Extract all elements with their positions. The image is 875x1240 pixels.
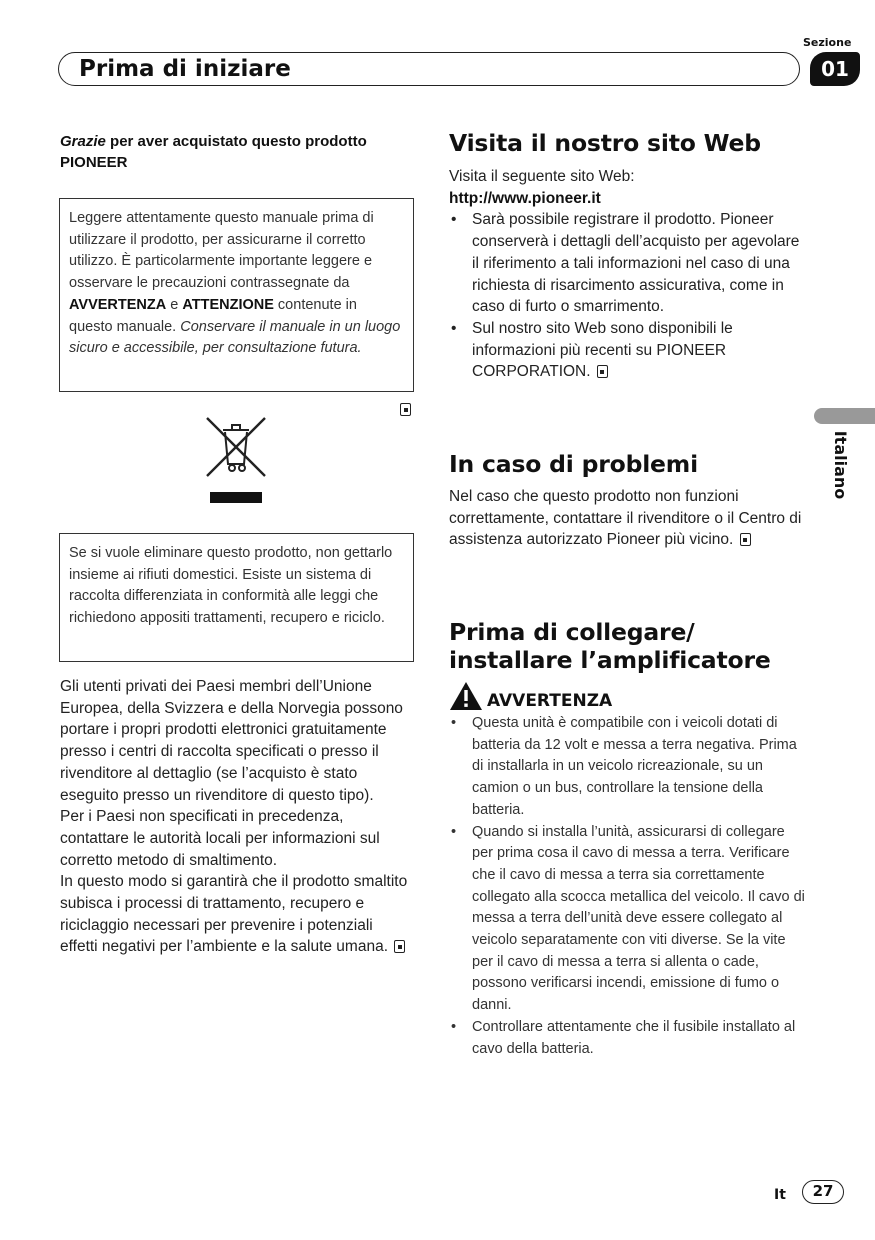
disposal-notice: Se si vuole eliminare questo prodotto, non gettarlo insieme ai rifiuti domestici. Esiste un sistema di raccolta differenziata in conformità alle leggi che richiedono appositi trattamenti, recupero e riciclo. <box>69 545 393 627</box>
end-mark-icon <box>394 940 405 953</box>
notice-box-manual <box>59 198 414 392</box>
weee-bin-icon <box>205 414 267 506</box>
list-item: • Sul nostro sito Web sono disponibili le informazioni più recenti su PIONEER CORPORATION. <box>449 318 805 383</box>
website-intro: Visita il seguente sito Web: <box>449 168 635 185</box>
side-tab-bar <box>814 408 875 424</box>
list-item: • Controllare attentamente che il fusibile installato al cavo della batteria. <box>449 1017 805 1060</box>
page-title: Prima di iniziare <box>79 56 291 82</box>
list-item: • Sarà possibile registrare il prodotto. Pioneer conserverà i dettagli dell’acquisto per agevolare il riferimento a tali informazioni nel caso di una richiesta di risarcimento assicurativa, come in caso di furto o smarrimento. <box>449 209 805 318</box>
warning-title: AVVERTENZA <box>449 681 612 711</box>
para-environment: In questo modo si garantirà che il prodotto smaltito subisca i processi di trattamento, recupero e riciclaggio necessari per prevenire i potenziali effetti negativi per l’ambiente e la salute umana. <box>60 873 408 956</box>
thanks-brand: PIONEER <box>60 154 128 171</box>
para-other-countries: Per i Paesi non specificati in precedenza, contattare le autorità locali per informazioni sul corretto metodo di smaltimento. <box>60 808 380 869</box>
para-eu-users: Gli utenti privati dei Paesi membri dell’Unione Europea, della Svizzera e della Norvegia possono portare i propri prodotti elettronici gratuitamente presso i centri di raccolta specificati o presso il rivenditore al dettaglio (se l’acquisto è stato eseguito presso un rivenditore di questo tipo). <box>60 678 403 804</box>
thanks-rest: per aver acquistato questo prodotto <box>105 133 367 150</box>
end-mark-icon <box>400 403 411 416</box>
website-bullets <box>449 209 805 383</box>
page-number: 27 <box>802 1180 844 1204</box>
thanks-text <box>60 131 416 173</box>
problems-text: Nel caso che questo prodotto non funzioni correttamente, contattare il rivenditore o il Centro di assistenza autorizzato Pioneer più vicino. <box>449 488 802 549</box>
heading-install: Prima di collegare/ installare l’amplificatore <box>449 618 771 674</box>
section-label: Sezione <box>803 36 852 49</box>
website-url-link[interactable]: http://www.pioneer.it <box>449 189 601 207</box>
section-number-badge: 01 <box>810 52 860 86</box>
footer-language-code: It <box>774 1187 786 1203</box>
header-bar <box>58 52 800 86</box>
list-item: • Questa unità è compatibile con i veicoli dotati di batteria da 12 volt e messa a terra negativa. Prima di installarla in un veicolo ricreazionale, su un camion o un bus, controllare la tensione della batteria. <box>449 713 805 822</box>
disposal-paragraphs <box>60 676 414 958</box>
website-section <box>449 166 805 383</box>
heading-website: Visita il nostro sito Web <box>449 129 761 157</box>
install-warnings <box>449 713 805 1060</box>
notice-box-disposal <box>59 533 414 662</box>
list-item: • Quando si installa l’unità, assicurarsi di collegare per prima cosa il cavo di messa a terra. Verificare che il cavo di messa a terra sia correttamente collegato alla scocca metallica del veicolo. Il cavo di messa a terra dell’unità deve essere collegato al veicolo separatamente con viti diverse. Se la vite per il cavo di messa a terra si allenta o cade, possono verificarsi incendi, emissione di fumo o danni. <box>449 822 805 1017</box>
warning-triangle-icon <box>449 681 483 711</box>
heading-problems: In caso di problemi <box>449 450 698 478</box>
manual-notice: Leggere attentamente questo manuale prima di utilizzare il prodotto, per assicurarne il corretto utilizzo. È particolarmente importante leggere e osservare le precauzioni contrassegnate da AVVERTENZA e ATTENZIONE contenute in questo manuale. Conservare il manuale in un luogo sicuro e accessibile, per consultazione futura. <box>69 210 401 357</box>
language-tab: Italiano <box>831 430 850 500</box>
end-mark-icon <box>597 365 608 378</box>
thanks-emphasis: Grazie <box>60 133 106 150</box>
end-mark-icon <box>740 533 751 546</box>
